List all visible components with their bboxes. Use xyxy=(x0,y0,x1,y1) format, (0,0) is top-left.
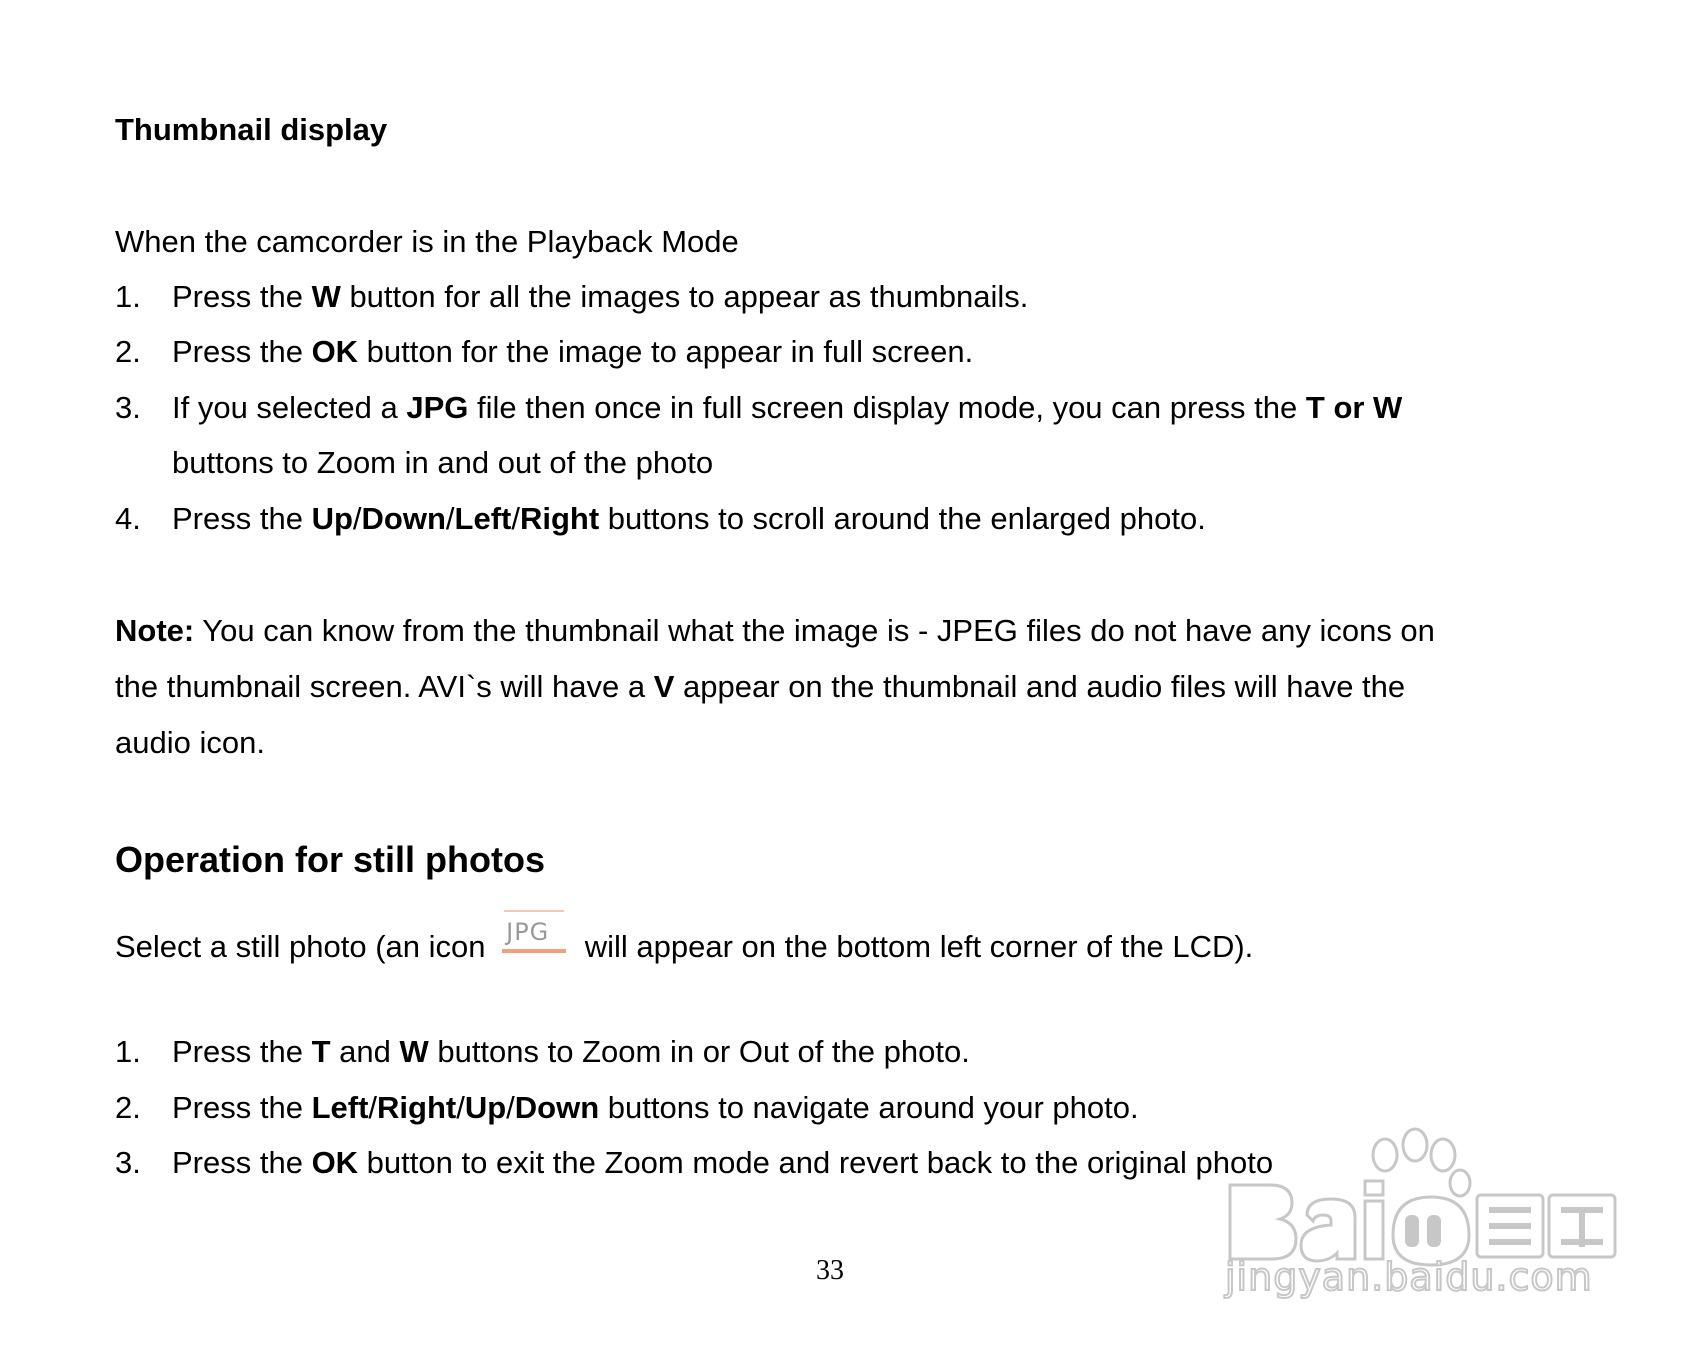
jpg-icon: JPG xyxy=(502,921,566,959)
list-number: 3. xyxy=(115,1145,141,1180)
section1-intro: When the camcorder is in the Playback Mode xyxy=(115,224,739,259)
list-item: 1. Press the T and W buttons to Zoom in or Out of the photo. xyxy=(115,1034,970,1069)
list-item: 2. Press the Left/Right/Up/Down buttons to navigate around your photo. xyxy=(115,1090,1139,1125)
note-line-1: Note: You can know from the thumbnail what the image is - JPEG files do not have any icons on xyxy=(115,613,1435,648)
button-name: OK xyxy=(311,334,359,369)
list-item: 4. Press the Up/Down/Left/Right buttons to scroll around the enlarged photo. xyxy=(115,501,1206,536)
list-item-continuation: buttons to Zoom in and out of the photo xyxy=(172,445,714,480)
list-number: 1. xyxy=(115,279,141,314)
list-item: 2. Press the OK button for the image to appear in full screen. xyxy=(115,334,974,369)
note-line-2: the thumbnail screen. AVI`s will have a V appear on the thumbnail and audio files will have the xyxy=(115,669,1406,704)
list-number: 3. xyxy=(115,390,141,425)
list-item: 3. If you selected a JPG file then once in full screen display mode, you can press the T or W xyxy=(115,390,1403,425)
list-number: 2. xyxy=(115,334,141,369)
page-number: 33 xyxy=(816,1255,844,1286)
file-type: JPG xyxy=(406,390,469,425)
note-label: Note: xyxy=(115,613,195,648)
button-name: T or W xyxy=(1305,390,1403,425)
baidu-watermark xyxy=(1215,1115,1635,1315)
list-item: 1. Press the W button for all the images to appear as thumbnails. xyxy=(115,279,1029,314)
note-line-3: audio icon. xyxy=(115,725,265,760)
list-number: 2. xyxy=(115,1090,141,1125)
button-name: W xyxy=(311,279,341,314)
list-number: 1. xyxy=(115,1034,141,1069)
list-item: 3. Press the OK button to exit the Zoom mode and revert back to the original photo xyxy=(115,1145,1274,1180)
section-heading-operation-still-photos: Operation for still photos xyxy=(115,839,545,880)
watermark-url: jingyan.baidu.com xyxy=(1225,1255,1593,1299)
list-number: 4. xyxy=(115,501,141,536)
section-heading-thumbnail-display: Thumbnail display xyxy=(115,112,388,147)
section2-intro: Select a still photo (an icon JPG will appear on the bottom left corner of the LCD). xyxy=(115,921,1253,966)
